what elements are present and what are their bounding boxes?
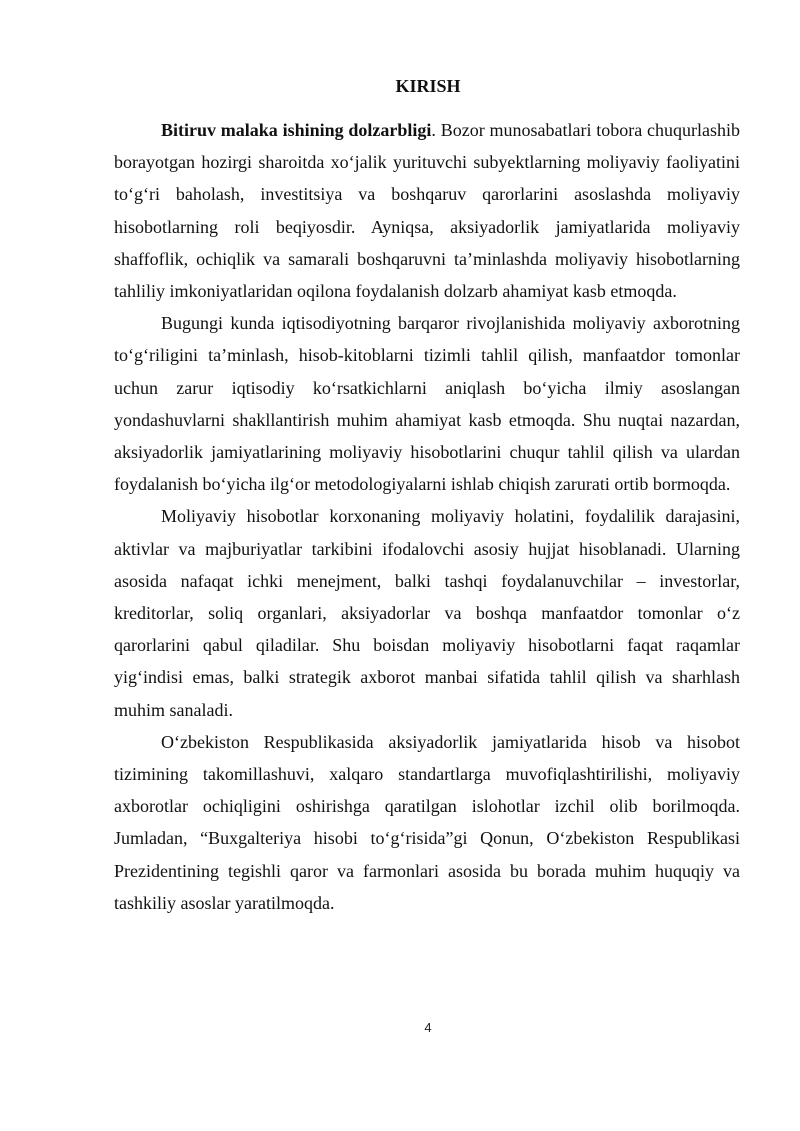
paragraph-financial-statements	[114, 500, 740, 725]
paragraph-relevance	[114, 114, 740, 307]
section-heading: KIRISH	[395, 76, 461, 96]
paragraph-text: Moliyaviy hisobotlar korxonaning moliyaviy holatini, foydalilik darajasini, aktivlar va majburiyatlar tarkibini ifodalovchi asosiy hujjat hisoblanadi. Ularning asosida nafaqat ichki menejment, balki tashqi foydalanuvchilar – investorlar, kreditorlar, soliq organlari, aksiyadorlar va boshqa manfaatdor tomonlar o‘z qarorlarini qabul qiladilar. Shu boisdan moliyaviy hisobotlarni faqat raqamlar yig‘indisi emas, balki strategik axborot manbai sifatida tahlil qilish va sharhlash muhim sanaladi.	[114, 506, 740, 720]
paragraph-text: O‘zbekiston Respublikasida aksiyadorlik jamiyatlarida hisob va hisobot tizimining takomillashuvi, xalqaro standartlarga muvofiqlashtirilishi, moliyaviy axborotlar ochiqligini oshirishga qaratilgan islohotlar izchil olib borilmoqda. Jumladan, “Buxgalteriya hisobi to‘g‘risida”gi Qonun, O‘zbekiston Respublikasi Prezidentining tegishli qaror va farmonlari asosida bu borada muhim huquqiy va tashkiliy asoslar yaratilmoqda.	[114, 731, 740, 913]
body-text	[114, 114, 740, 919]
page-number: 4	[424, 1020, 432, 1035]
paragraph-uzbekistan-reforms	[114, 726, 740, 919]
paragraph-text: Bugungi kunda iqtisodiyotning barqaror rivojlanishida moliyaviy axborotning to‘g‘riligini ta’minlash, hisob-kitoblarni tizimli tahlil qilish, manfaatdor tomonlar uchun zarur iqtisodiy ko‘rsatkichlarni aniqlash bo‘yicha ilmiy asoslangan yondashuvlarni shakllantirish muhim ahamiyat kasb etmoqda. Shu nuqtai nazardan, aksiyadorlik jamiyatlarining moliyaviy hisobotlarini chuqur tahlil qilish va ulardan foydalanish bo‘yicha ilg‘or metodologiyalarni ishlab chiqish zarurati ortib bormoqda.	[114, 313, 740, 495]
paragraph-text: . Bozor munosabatlari tobora chuqurlashib borayotgan hozirgi sharoitda xo‘jalik yurituvchi subyektlarning moliyaviy faoliyatini to‘g‘ri baholash, investitsiya va boshqaruv qarorlarini asoslashda moliyaviy hisobotlarning roli beqiyosdir. Ayniqsa, aksiyadorlik jamiyatlarida moliyaviy shaffoflik, ochiqlik va samarali boshqaruvni ta’minlashda moliyaviy hisobotlarning tahliliy imkoniyatlaridan oqilona foydalanish dolzarb ahamiyat kasb etmoqda.	[114, 120, 740, 302]
paragraph-lead: Bitiruv malaka ishining dolzarbligi	[161, 120, 432, 140]
paragraph-economy	[114, 307, 740, 500]
